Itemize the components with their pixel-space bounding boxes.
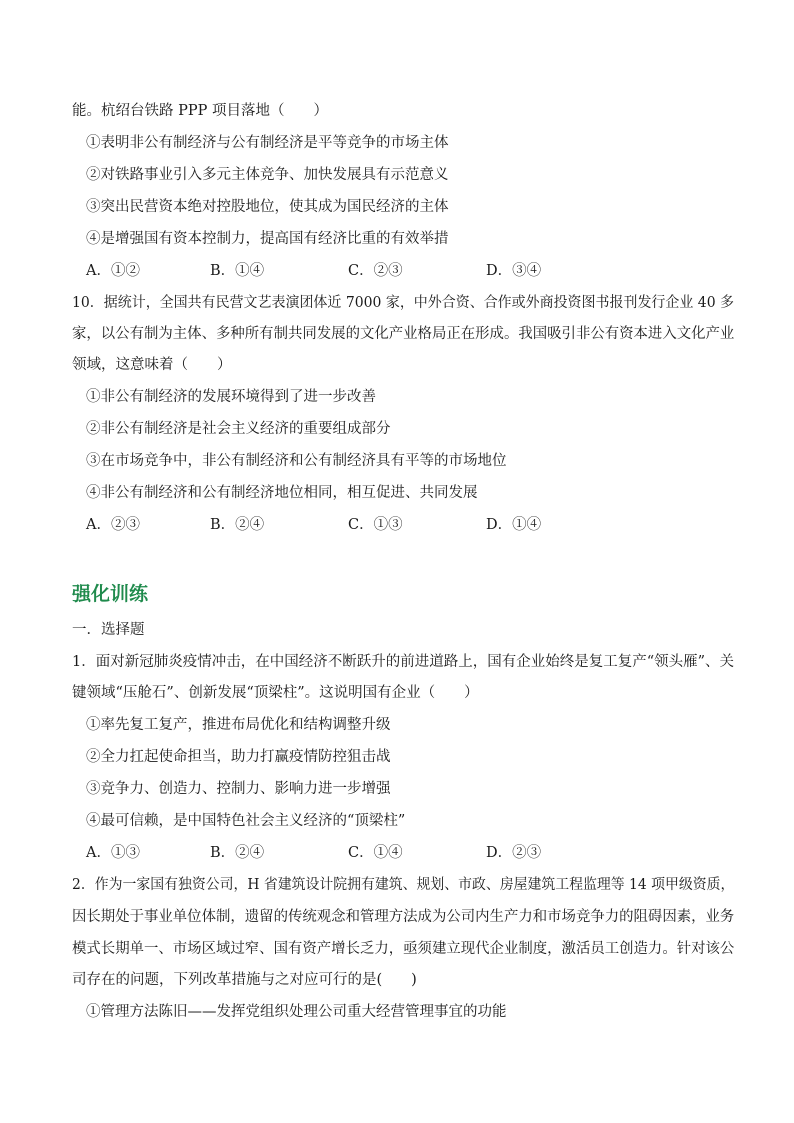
question-9-item-3: ③突出民营资本绝对控股地位，使其成为国民经济的主体 [86,199,449,215]
question-9-item-4: ④是增强国有资本控制力，提高国有经济比重的有效举措 [86,231,449,247]
exercise-2-stem-line-4: 司存在的问题，下列改革措施与之对应可行的是( ) [72,972,417,988]
exercise-1-option-c: C．①④ [348,845,403,861]
question-9-option-c: C．②③ [348,263,403,279]
question-10-stem-line-1: 10．据统计，全国共有民营文艺表演团体近 7000 家，中外合资、合作或外商投资图书报刊发行企业 40 多 [72,295,735,311]
section-subheading: 一．选择题 [72,622,145,638]
exercise-2-stem-line-1: 2．作为一家国有独资公司，H 省建筑设计院拥有建筑、规划、市政、房屋建筑工程监理等 14 项甲级资质， [72,877,735,893]
exercise-1-stem-line-2: 键领域“压舱石”、创新发展“顶梁柱”。这说明国有企业（ ） [72,685,479,701]
question-10-item-4: ④非公有制经济和公有制经济地位相同，相互促进、共同发展 [86,485,478,501]
question-9-stem: 能。杭绍台铁路 PPP 项目落地（ ） [72,103,328,119]
question-10-option-d: D．①④ [486,517,542,533]
exercise-1-stem-line-1: 1．面对新冠肺炎疫情冲击，在中国经济不断跃升的前进道路上，国有企业始终是复工复产“领头雁”、关 [72,654,735,670]
question-10-stem-line-2: 家，以公有制为主体、多种所有制共同发展的文化产业格局正在形成。我国吸引非公有资本进入文化产业 [72,326,735,342]
exercise-1-item-4: ④最可信赖，是中国特色社会主义经济的“顶梁柱” [86,813,406,829]
exercise-1-item-2: ②全力扛起使命担当，助力打赢疫情防控狙击战 [86,749,391,765]
question-10-option-c: C．①③ [348,517,403,533]
question-10-option-a: A．②③ [86,517,140,533]
exercise-2-stem-line-3: 模式长期单一、市场区域过窄、国有资产增长乏力，亟须建立现代企业制度，激活员工创造力。针对该公 [72,941,735,957]
question-9-option-a: A．①② [86,263,140,279]
question-10-item-1: ①非公有制经济的发展环境得到了进一步改善 [86,389,376,405]
question-10-option-b: B．②④ [210,517,265,533]
exercise-1-option-a: A．①③ [86,845,140,861]
exercise-1-option-b: B．②④ [210,845,265,861]
question-10-item-2: ②非公有制经济是社会主义经济的重要组成部分 [86,421,391,437]
exercise-2-stem-line-2: 因长期处于事业单位体制，遗留的传统观念和管理方法成为公司内生产力和市场竞争力的阻碍因素，业务 [72,909,735,925]
question-10-stem-line-3: 领域，这意味着（ ） [72,357,232,373]
exercise-1-item-3: ③竞争力、创造力、控制力、影响力进一步增强 [86,781,391,797]
exercise-1-item-1: ①率先复工复产，推进布局优化和结构调整升级 [86,717,391,733]
question-10-item-3: ③在市场竞争中，非公有制经济和公有制经济具有平等的市场地位 [86,453,507,469]
question-9-item-1: ①表明非公有制经济与公有制经济是平等竞争的市场主体 [86,135,449,151]
section-heading: 强化训练 [72,583,149,605]
question-9-option-b: B．①④ [210,263,265,279]
exercise-2-item-1: ①管理方法陈旧——发挥党组织处理公司重大经营管理事宜的功能 [86,1004,507,1020]
question-9-option-d: D．③④ [486,263,542,279]
exercise-1-option-d: D．②③ [486,845,542,861]
question-9-item-2: ②对铁路事业引入多元主体竞争、加快发展具有示范意义 [86,167,449,183]
